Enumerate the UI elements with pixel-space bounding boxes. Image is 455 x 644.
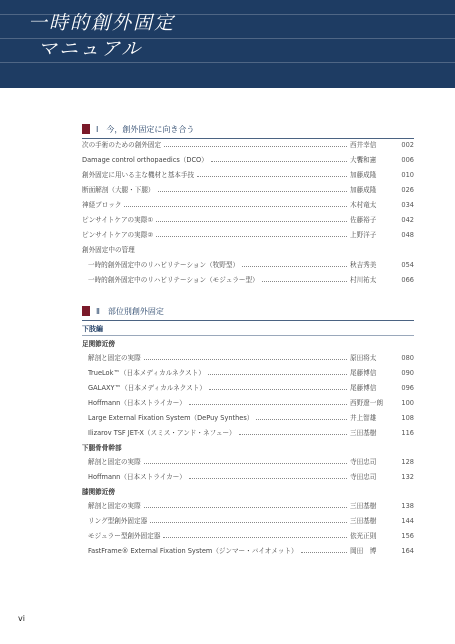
toc-title: モジュラー型創外固定器	[88, 532, 161, 540]
leader-dots	[262, 281, 347, 282]
toc-page: 116	[401, 429, 414, 437]
toc-title: Ilizarov TSF JET-X（スミス・アンド・ネフュー）	[88, 429, 236, 437]
toc-author: 原田将太	[350, 354, 377, 362]
section-marker	[82, 306, 90, 316]
leader-dots	[242, 266, 347, 267]
page-number: vi	[18, 614, 25, 623]
leader-dots	[163, 537, 347, 538]
toc-author: 井上智雄	[350, 414, 377, 422]
toc-author: 加藤成隆	[350, 171, 377, 179]
toc-title: 一時的創外固定中のリハビリテーション（牧野型）	[88, 261, 240, 269]
toc-author: 三田基樹	[350, 517, 377, 525]
toc-row[interactable]	[82, 457, 414, 467]
section-1-heading	[82, 122, 414, 136]
toc-title: ピンサイトケアの実際②	[82, 231, 154, 239]
toc-page: 026	[401, 186, 414, 194]
leader-dots	[144, 463, 347, 464]
toc-title: TrueLok™（日本メディカルネクスト）	[88, 369, 205, 377]
toc-title: リング型創外固定器	[88, 517, 148, 525]
toc-page: 066	[401, 276, 414, 284]
section-rule	[82, 320, 414, 321]
subsection-title: 下肢編	[82, 325, 103, 333]
toc-row[interactable]	[82, 472, 414, 482]
leader-dots	[197, 176, 347, 177]
toc-title: GALAXY™（日本メディカルネクスト）	[88, 384, 207, 392]
toc-group-label: 創外固定中の管理	[82, 246, 135, 254]
toc-author: 加藤成隆	[350, 186, 377, 194]
section-2	[82, 304, 414, 321]
leader-dots	[189, 404, 347, 405]
toc-row[interactable]	[82, 200, 414, 210]
leader-dots	[239, 434, 347, 435]
toc-row[interactable]	[82, 185, 414, 195]
toc-page: 042	[401, 216, 414, 224]
leader-dots	[301, 552, 347, 553]
leader-dots	[211, 161, 347, 162]
toc-page: 164	[401, 547, 414, 555]
section-marker	[82, 124, 90, 134]
toc-page: 010	[401, 171, 414, 179]
leader-dots	[189, 478, 347, 479]
section-1-contents	[82, 140, 414, 290]
toc-page: 080	[401, 354, 414, 362]
toc-row[interactable]	[82, 531, 414, 541]
toc-page: 138	[401, 502, 414, 510]
toc-row[interactable]	[82, 140, 414, 150]
toc-row[interactable]	[82, 170, 414, 180]
toc-title: Damage control orthopaedics（DCO）	[82, 156, 208, 164]
toc-row[interactable]	[82, 383, 414, 393]
book-title-line1: 一時的創外固定	[28, 12, 176, 34]
leader-dots	[144, 507, 347, 508]
section-2-contents	[82, 322, 414, 562]
leader-dots	[209, 389, 347, 390]
leader-dots	[208, 374, 347, 375]
toc-author: 寺田忠司	[350, 473, 377, 481]
section-1-title: Ⅰ 今，創外固定に向き合う	[96, 124, 195, 134]
leader-dots	[124, 206, 347, 207]
toc-author: 三田基樹	[350, 502, 377, 510]
toc-row[interactable]	[82, 215, 414, 225]
toc-page: 034	[401, 201, 414, 209]
toc-author: 尾藤博信	[350, 384, 377, 392]
toc-page: 048	[401, 231, 414, 239]
toc-author: 秋吉秀美	[350, 261, 377, 269]
toc-row[interactable]	[82, 546, 414, 556]
toc-title: Hoffmann（日本ストライカー）	[88, 399, 186, 407]
toc-row[interactable]	[82, 516, 414, 526]
header-band	[0, 0, 455, 88]
toc-author: 上野洋子	[350, 231, 377, 239]
toc-title: 次の手術のための創外固定	[82, 141, 162, 149]
toc-page: 006	[401, 156, 414, 164]
toc-row[interactable]	[82, 353, 414, 363]
toc-author: 寺田忠司	[350, 458, 377, 466]
section-1	[82, 122, 414, 139]
leader-dots	[164, 146, 347, 147]
toc-title: 解剖と固定の実際	[88, 458, 141, 466]
toc-row[interactable]	[82, 398, 414, 408]
leader-dots	[144, 359, 347, 360]
toc-page: 054	[401, 261, 414, 269]
toc-page: 144	[401, 517, 414, 525]
toc-author: 村川祐太	[350, 276, 377, 284]
toc-title: Hoffmann（日本ストライカー）	[88, 473, 186, 481]
toc-title: 断面解剖（大腿・下腿）	[82, 186, 155, 194]
book-title	[28, 10, 175, 62]
toc-group-label: 足関節近傍	[82, 340, 115, 348]
section-rule	[82, 138, 414, 139]
toc-page: 096	[401, 384, 414, 392]
toc-page: 156	[401, 532, 414, 540]
toc-author: 大饗和憲	[350, 156, 377, 164]
toc-group-label: 膝関節近傍	[82, 488, 115, 496]
subsection-rule	[82, 335, 414, 336]
toc-author: 佐藤裕子	[350, 216, 377, 224]
toc-title: 解剖と固定の実際	[88, 502, 141, 510]
toc-title: 神経ブロック	[82, 201, 122, 209]
leader-dots	[158, 191, 347, 192]
toc-page: 128	[401, 458, 414, 466]
toc-title: 解剖と固定の実際	[88, 354, 141, 362]
toc-author: 尾藤博信	[350, 369, 377, 377]
toc-title: ピンサイトケアの実際①	[82, 216, 154, 224]
toc-page: 132	[401, 473, 414, 481]
toc-title: 一時的創外固定中のリハビリテーション（モジュラー型）	[88, 276, 259, 284]
leader-dots	[150, 522, 347, 523]
toc-title: Large External Fixation System（DePuy Synthes）	[88, 414, 254, 422]
toc-author: 西井幸信	[350, 141, 377, 149]
book-title-line2: マニュアル	[38, 38, 143, 60]
toc-author: 木村竜太	[350, 201, 377, 209]
toc-page: 090	[401, 369, 414, 377]
leader-dots	[156, 221, 347, 222]
toc-row[interactable]	[82, 368, 414, 378]
toc-author: 三田基樹	[350, 429, 377, 437]
toc-author: 西野遼一朗	[350, 399, 383, 407]
section-2-title: Ⅱ 部位別創外固定	[96, 306, 164, 316]
toc-author: 依光正則	[350, 532, 377, 540]
toc-row[interactable]	[82, 501, 414, 511]
toc-title: FastFrame® External Fixation System（ジンマー・バイオメット）	[88, 547, 298, 555]
toc-page: 002	[401, 141, 414, 149]
toc-author: 岡田 博	[350, 547, 377, 555]
leader-dots	[256, 419, 347, 420]
header-stripe	[0, 62, 455, 63]
toc-row[interactable]	[82, 413, 414, 423]
toc-page: 108	[401, 414, 414, 422]
section-2-heading	[82, 304, 414, 318]
toc-page: 100	[401, 399, 414, 407]
toc-row[interactable]	[82, 230, 414, 240]
leader-dots	[156, 236, 347, 237]
toc-row[interactable]	[82, 260, 414, 270]
toc-row[interactable]	[82, 155, 414, 165]
toc-group-label: 下腿骨骨幹部	[82, 444, 122, 452]
toc-row[interactable]	[82, 275, 414, 285]
toc-row[interactable]	[82, 428, 414, 438]
toc-title: 創外固定に用いる主な機材と基本手技	[82, 171, 195, 179]
